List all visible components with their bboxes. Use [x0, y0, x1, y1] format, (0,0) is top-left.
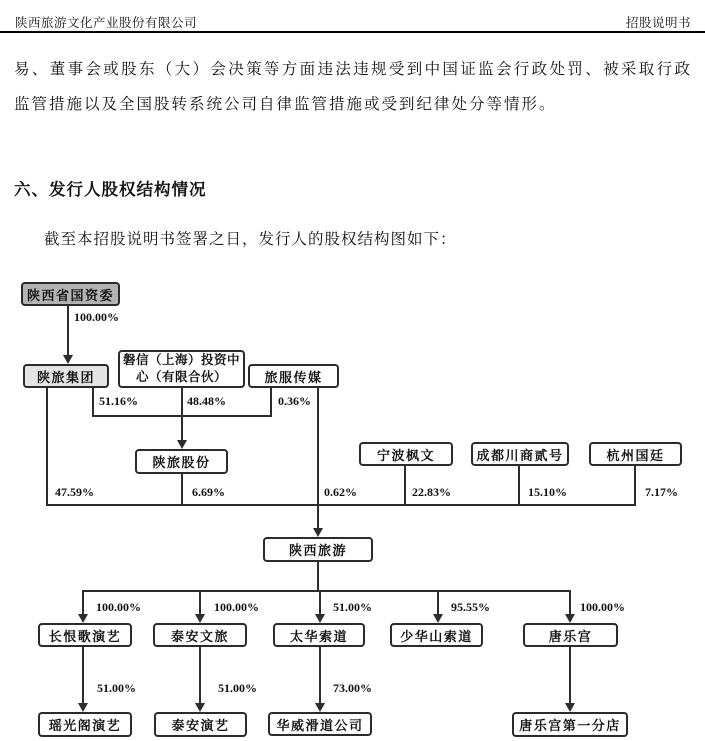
pct-taihua-huawei: 73.00%	[333, 681, 372, 695]
org-node-shanlv-shares: 陕旅股份	[135, 449, 228, 474]
pct-tourism-shaohuashan: 95.55%	[451, 600, 490, 614]
connector-bracket2-to-tourism	[317, 506, 319, 528]
pct-chengdu-tourism: 15.10%	[528, 485, 567, 499]
pct-ningbo-tourism: 22.83%	[412, 485, 451, 499]
org-node-hangzhou-guoting: 杭州国廷	[589, 442, 682, 466]
header-company-name: 陕西旅游文化产业股份有限公司	[15, 16, 198, 30]
org-node-shaanxi-sasac: 陕西省国资委	[21, 282, 120, 306]
org-node-taian-cultural-tourism: 泰安文旅	[153, 623, 247, 647]
connector-sasac-to-group	[67, 305, 69, 355]
connector-to-taian-yanyi	[199, 647, 201, 703]
connector-to-taian-wenlv	[199, 590, 201, 614]
connector-to-tanglegong	[569, 590, 571, 614]
pct-tourism-tanglegong: 100.00%	[580, 600, 625, 614]
org-node-shaohuashan-ropeway: 少华山索道	[390, 623, 483, 647]
connector-to-huawei	[319, 647, 321, 703]
connector-to-changhenge	[82, 590, 84, 614]
connector-tourism-to-bracket3	[317, 562, 319, 591]
pct-group-shares: 51.16%	[99, 394, 138, 408]
bracket2	[46, 504, 636, 506]
connector-lvfu-to-bracket1	[270, 388, 272, 417]
intro-paragraph: 截至本招股说明书签署之日，发行人的股权结构图如下：	[44, 231, 457, 248]
connector-group-to-bracket1	[92, 388, 94, 417]
pct-lvfu-tourism: 0.62%	[324, 485, 357, 499]
pct-shares-tourism: 6.69%	[192, 485, 225, 499]
connector-group-direct	[46, 388, 48, 504]
org-node-tanglegong-first-branch: 唐乐宫第一分店	[512, 712, 628, 737]
org-node-panxin-investment: 磐信（上海）投资中心（有限合伙）	[118, 350, 245, 388]
org-node-yaoguangge-performing: 瑶光阁演艺	[38, 712, 132, 737]
connector-to-branch	[569, 647, 571, 703]
org-node-changhenge-performing: 长恨歌演艺	[38, 623, 132, 647]
connector-to-shaohuashan	[437, 590, 439, 614]
connector-bracket1-to-shares	[181, 416, 183, 440]
connector-chengdu-to-bracket2	[518, 466, 520, 504]
pct-tourism-taian-wenlv: 100.00%	[214, 600, 259, 614]
pct-panxin-shares: 48.48%	[187, 394, 226, 408]
org-node-taian-performing: 泰安演艺	[154, 712, 247, 737]
pct-lvfu-shares: 0.36%	[278, 394, 311, 408]
header-doc-label: 招股说明书	[625, 16, 691, 30]
header-rule	[0, 31, 705, 33]
org-node-taihua-ropeway: 太华索道	[273, 623, 365, 647]
pct-tourism-taihua: 51.00%	[333, 600, 372, 614]
connector-ningbo-to-bracket2	[404, 466, 406, 504]
connector-hangzhou-to-bracket2	[634, 466, 636, 504]
org-node-huawei-slideway: 华威滑道公司	[268, 712, 372, 736]
connector-lvfu-to-bracket2	[317, 388, 319, 504]
section-heading: 六、发行人股权结构情况	[14, 181, 207, 199]
connector-shares-to-bracket2	[181, 473, 183, 504]
body-paragraph: 易、董事会或股东（大）会决策等方面违法违规受到中国证监会行政处罚、被采取行政监管措施以及全国股转系统公司自律监管措施或受到纪律处分等情形。	[14, 61, 692, 113]
pct-hangzhou-tourism: 7.17%	[645, 485, 678, 499]
org-node-tanglegong: 唐乐宫	[523, 623, 618, 647]
pct-taian-wenlv-yanyi: 51.00%	[218, 681, 257, 695]
org-node-lvfu-media: 旅服传媒	[248, 364, 339, 388]
connector-to-taihua	[319, 590, 321, 614]
org-node-ningbo-fengwen: 宁波枫文	[359, 442, 453, 466]
org-node-shaanxi-tourism: 陕西旅游	[263, 537, 373, 562]
org-node-chengdu-chuanshang: 成都川商贰号	[471, 442, 569, 466]
connector-to-yaoguangge	[82, 647, 84, 703]
pct-sasac-group: 100.00%	[74, 310, 119, 324]
pct-changhenge-yaoguangge: 51.00%	[97, 681, 136, 695]
bracket3	[82, 590, 571, 592]
pct-tourism-changhenge: 100.00%	[96, 600, 141, 614]
pct-group-tourism: 47.59%	[55, 485, 94, 499]
org-node-shanlv-group: 陕旅集团	[23, 364, 109, 388]
connector-panxin-to-bracket1	[181, 388, 183, 417]
